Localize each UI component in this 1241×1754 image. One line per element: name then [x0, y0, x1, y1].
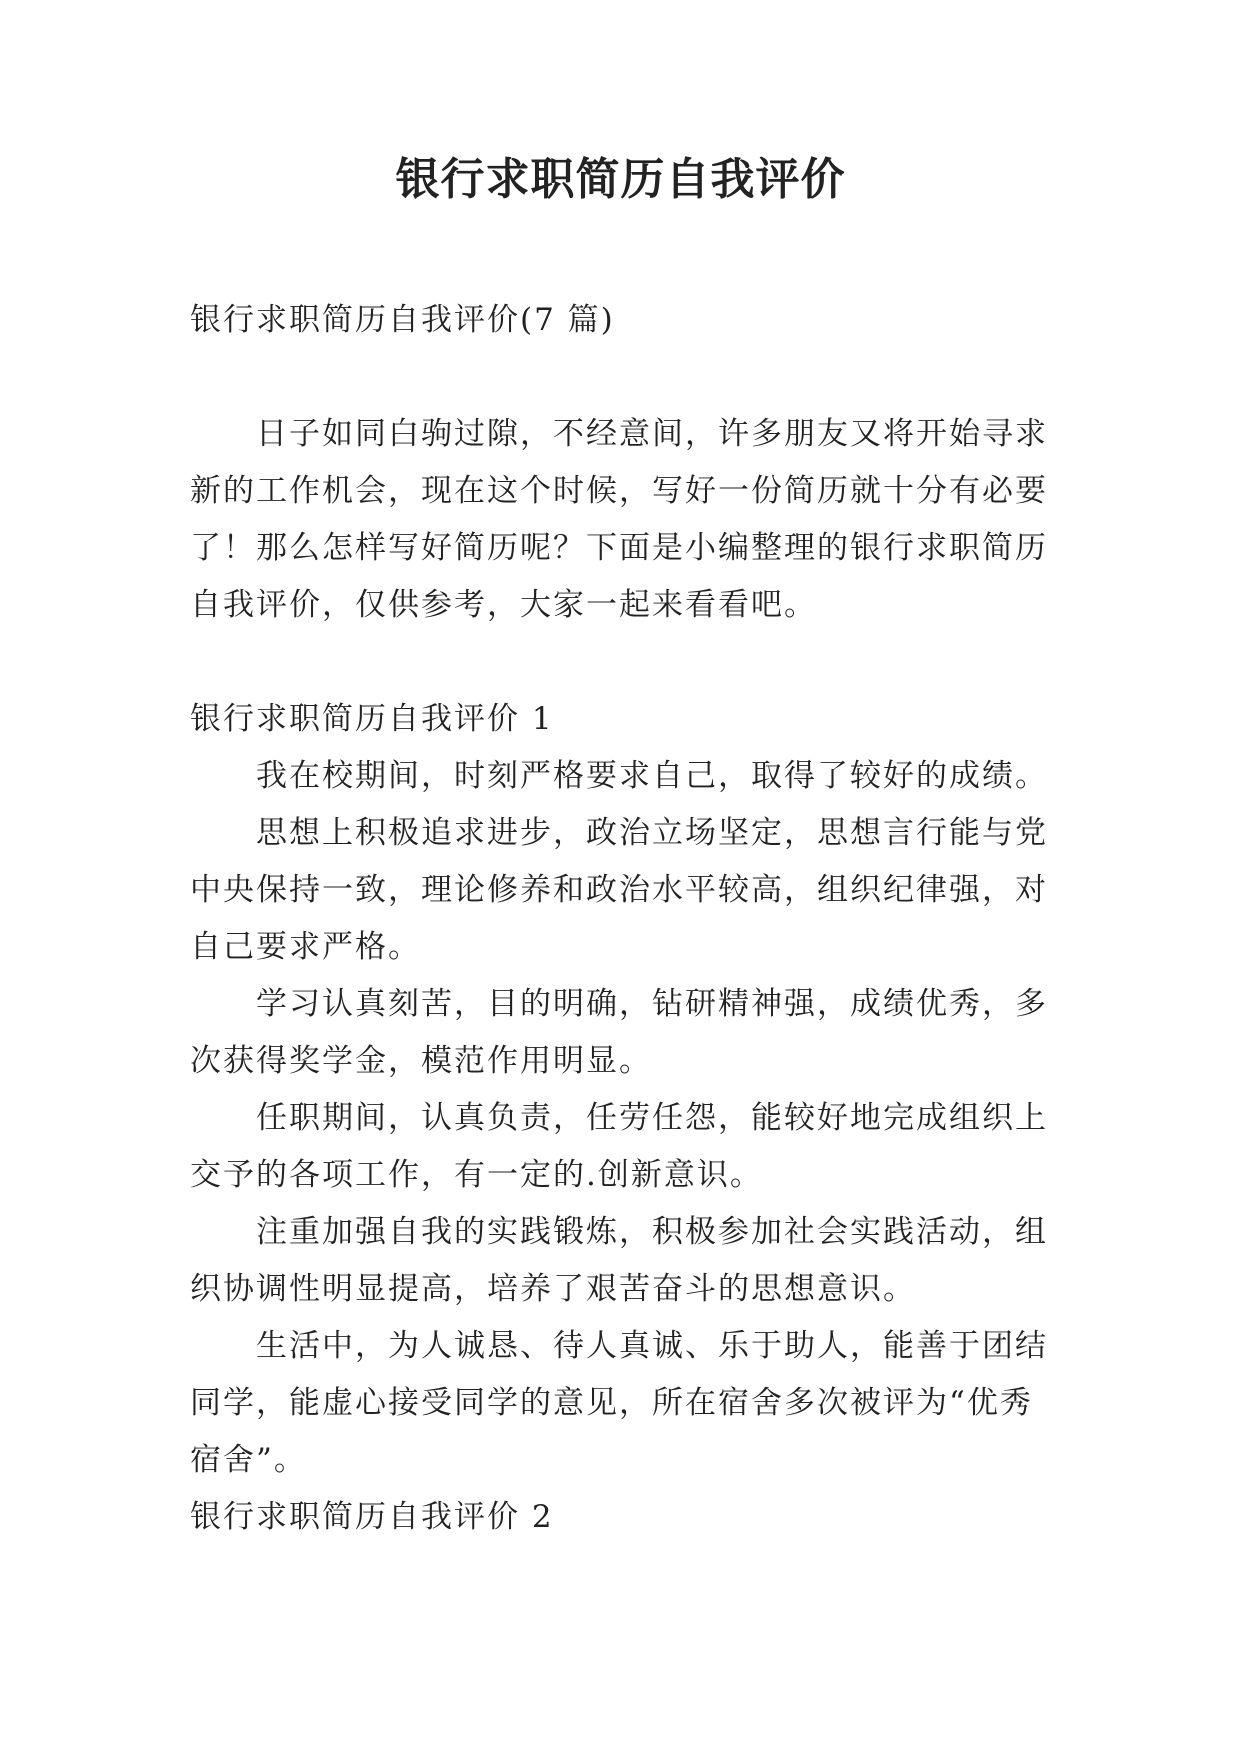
document-body	[190, 292, 1060, 1546]
section-heading-1: 银行求职简历自我评价 1	[190, 701, 554, 737]
section1-paragraph: 学习认真刻苦，目的明确，钻研精神强，成绩优秀，多次获得奖学金，模范作用明显。	[190, 986, 1048, 1079]
section1-paragraph: 思想上积极追求进步，政治立场坚定，思想言行能与党中央保持一致，理论修养和政治水平较高，组织纪律强，对自己要求严格。	[190, 815, 1048, 965]
section-heading-2: 银行求职简历自我评价 2	[190, 1499, 554, 1535]
intro-paragraph: 日子如同白驹过隙，不经意间，许多朋友又将开始寻求新的工作机会，现在这个时候，写好一份简历就十分有必要了！那么怎样写好简历呢？下面是小编整理的银行求职简历自我评价，仅供参考，大家一起来看看吧。	[190, 416, 1048, 623]
section1-paragraph: 我在校期间，时刻严格要求自己，取得了较好的成绩。	[256, 758, 1048, 794]
section1-paragraph: 任职期间，认真负责，任劳任怨，能较好地完成组织上交予的各项工作，有一定的.创新意识。	[190, 1100, 1048, 1193]
section1-paragraph: 注重加强自我的实践锻炼，积极参加社会实践活动，组织协调性明显提高，培养了艰苦奋斗的思想意识。	[190, 1214, 1048, 1307]
section1-paragraph: 生活中，为人诚恳、待人真诚、乐于助人，能善于团结同学，能虚心接受同学的意见，所在宿舍多次被评为“优秀宿舍”。	[190, 1328, 1048, 1478]
document-title: 银行求职简历自我评价	[395, 154, 846, 205]
document-subtitle: 银行求职简历自我评价(7 篇)	[190, 302, 615, 338]
